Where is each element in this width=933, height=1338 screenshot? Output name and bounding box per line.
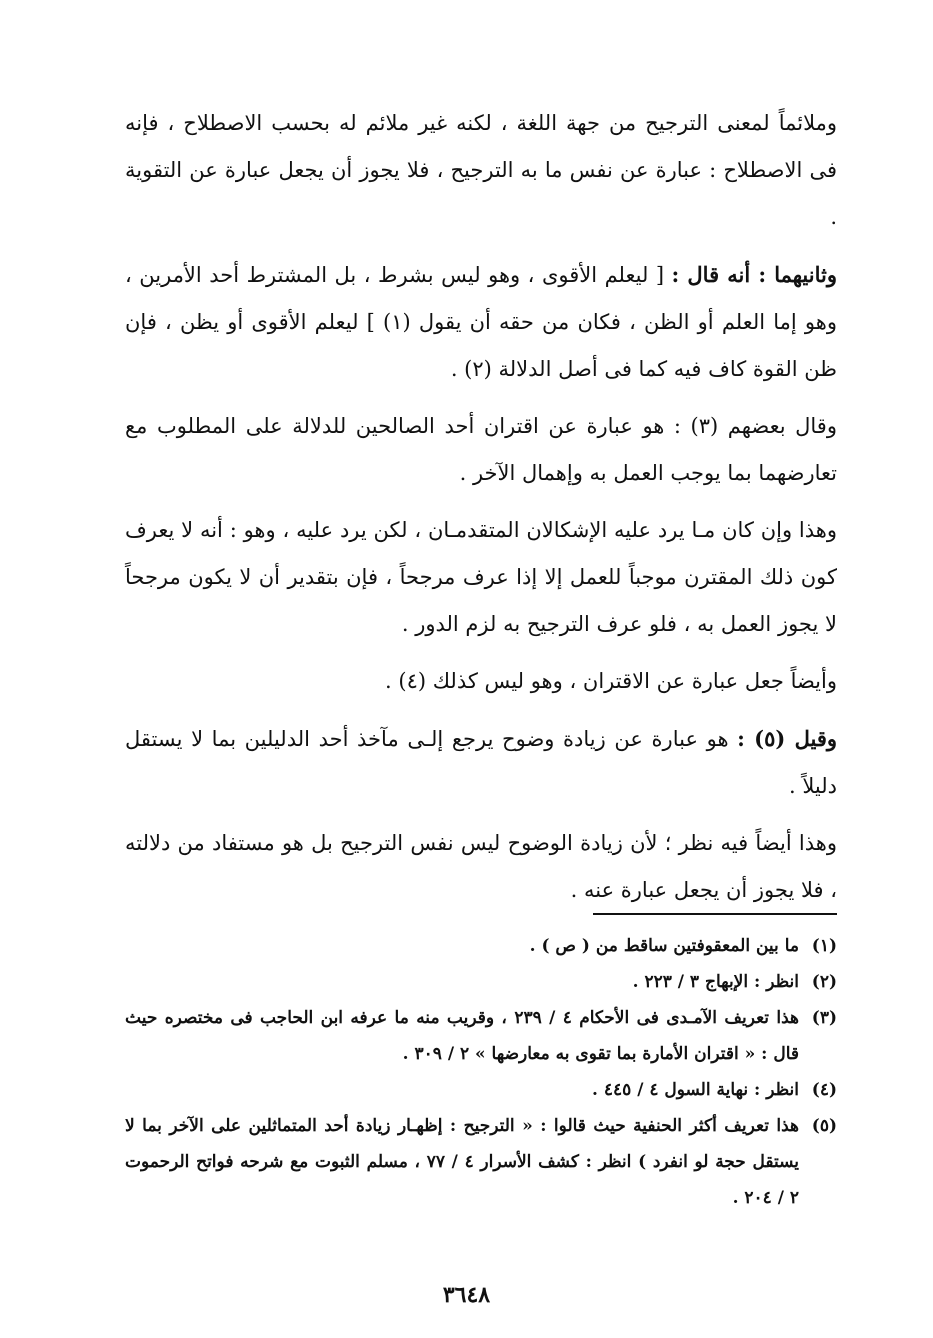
paragraph-1 [125, 100, 837, 241]
footnote-4 [125, 1072, 837, 1108]
footnote-3-text: هذا تعريف الآمـدى فى الأحكام ٤ / ٢٣٩ ، وقريب منه ما عرفه ابن الحاجب فى مختصره حيث قال : « اقتران الأمارة بما تقوى به معارضها » ٢ / ٣٠٩ . [125, 1008, 800, 1064]
paragraph-7-text: وهذا أيضاً فيه نظر ؛ لأن زيادة الوضوح ليس نفس الترجيح بل هو مستفاد من دلالته ، فلا يجوز أن يجعل عبارة عنه . [125, 831, 837, 902]
paragraph-4-text: وهذا وإن كان مـا يرد عليه الإشكالان المتقدمـان ، لكن يرد عليه ، وهو : أنه لا يعرف كون ذلك المقترن موجباً للعمل إلا إذا عرف مرجحاً ، فإن بتقدير أن لا يكون مرجحاً لا يجوز العمل به ، فلو عرف الترجيح به لزم الدور . [125, 518, 837, 636]
footnote-4-number: (٤) [811, 1080, 837, 1100]
footnote-separator [593, 913, 837, 915]
page-number: ٣٦٤٨ [442, 1282, 491, 1308]
footnote-5 [125, 1108, 837, 1216]
paragraph-5-text: وأيضاً جعل عبارة عن الاقتران ، وهو ليس كذلك (٤) . [385, 669, 837, 693]
paragraph-2 [125, 251, 837, 393]
footnote-2-text: انظر : الإبهاج ٣ / ٢٢٣ . [632, 972, 799, 992]
paragraph-2-lead: وثانيهما : أنه قال : [671, 262, 837, 287]
paragraph-6 [125, 715, 837, 810]
footnote-2-number: (٢) [811, 972, 837, 992]
paragraph-7 [125, 820, 837, 914]
paragraph-3 [125, 403, 837, 497]
footnote-5-text: هذا تعريف أكثر الحنفية حيث قالوا : « الترجيح : إظهـار زيادة أحد المتماثلين على الآخر بما لا يستقل حجة لو انفرد ) انظر : كشف الأسرار ٤ / ٧٧ ، مسلم الثبوت مع شرحه فواتح الرحموت ٢ / ٢٠٤ . [125, 1116, 799, 1208]
footnote-5-number: (٥) [811, 1116, 837, 1136]
paragraph-1-text: وملائماً لمعنى الترجيح من جهة اللغة ، لكنه غير ملائم له بحسب الاصطلاح ، فإنه فى الاصطلاح : عبارة عن نفس ما به الترجيح ، فلا يجوز أن يجعل عبارة عن التقوية . [125, 111, 837, 229]
paragraph-4 [125, 507, 837, 648]
paragraph-5 [125, 658, 837, 705]
paragraph-6-lead: وقيل (٥) : [737, 726, 838, 751]
footnote-3-number: (٣) [811, 1008, 837, 1028]
footnotes [125, 928, 837, 1216]
footnote-1 [125, 928, 837, 964]
paragraph-2-text: [ ليعلم الأقوى ، وهو ليس بشرط ، بل المشترط أحد الأمرين ، وهو إما العلم أو الظن ، فكان من حقه أن يقول (١) ] ليعلم الأقوى أو يظن ، فإن ظن القوة كاف فيه كما فى أصل الدلالة (٢) . [125, 263, 837, 381]
footnote-4-text: انظر : نهاية السول ٤ / ٤٤٥ . [592, 1080, 799, 1100]
paragraph-3-text: وقال بعضهم (٣) : هو عبارة عن اقتران أحد الصالحين للدلالة على المطلوب مع تعارضهما بما يوجب العمل به وإهمال الآخر . [125, 414, 837, 485]
footnote-1-number: (١) [811, 936, 837, 956]
footnote-2 [125, 964, 837, 1000]
paragraph-6-text: هو عبارة عن زيادة وضوح يرجع إلـى مآخذ أحد الدليلين بما لا يستقل دليلاً . [125, 727, 837, 798]
main-text [125, 100, 837, 924]
footnote-3 [125, 1000, 837, 1072]
footnote-1-text: ما بين المعقوفتين ساقط من ( ص ) . [529, 936, 799, 956]
